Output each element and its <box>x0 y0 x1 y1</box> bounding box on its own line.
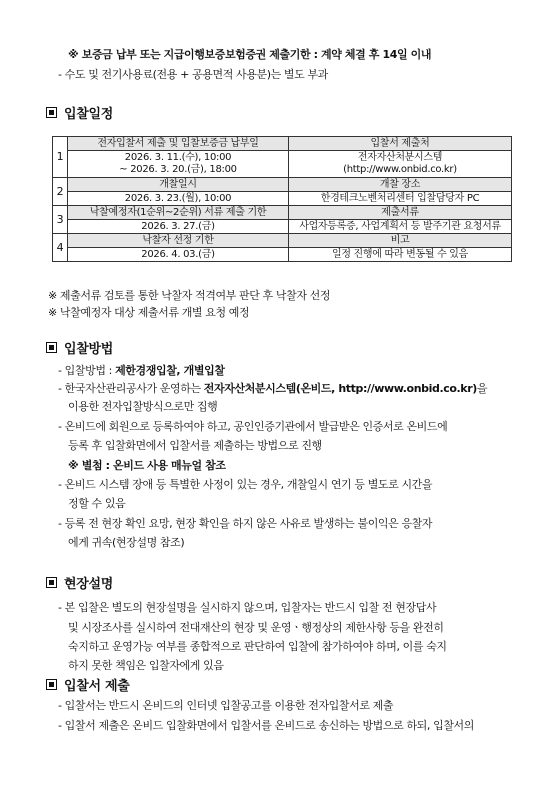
row-number: 4 <box>53 234 68 262</box>
square-bullet-icon <box>46 107 57 118</box>
table-cell: 한경테크노벤처리센터 입찰담당자 PC <box>289 192 512 206</box>
cell-text: (http://www.onbid.co.kr) <box>343 164 457 175</box>
table-row <box>53 248 512 262</box>
method-line: - 온비드 시스템 장애 등 특별한 사정이 있는 경우, 개찰일시 연기 등 별도로 시간을 <box>58 478 433 491</box>
table-cell <box>289 151 512 178</box>
table-cell: 2026. 3. 27.(금) <box>68 220 289 234</box>
table-header-cell: 낙찰예정자(1순위~2순위) 서류 제출 기한 <box>68 206 289 220</box>
table-header-cell: 개찰일시 <box>68 178 289 192</box>
site-line: 하지 못한 책임은 입찰자에게 있음 <box>68 659 224 672</box>
section-title-site <box>46 577 113 593</box>
table-header-cell: 낙찰자 선정 기한 <box>68 234 289 248</box>
method-line: 에게 귀속(현장설명 참조) <box>68 536 185 549</box>
table-header-cell: 제출서류 <box>289 206 512 220</box>
section-title-text: 입찰서 제출 <box>64 679 130 694</box>
table-header-cell: 개찰 장소 <box>289 178 512 192</box>
table-header-cell: 비고 <box>289 234 512 248</box>
square-bullet-icon <box>46 342 57 353</box>
method-line: 정할 수 있음 <box>68 497 126 510</box>
method-line: ※ 별첨 : 온비드 사용 매뉴얼 참조 <box>68 459 226 472</box>
row-number: 2 <box>53 178 68 206</box>
cell-text: ~ 2026. 3. 20.(금), 18:00 <box>119 164 237 175</box>
schedule-table <box>52 136 512 262</box>
cell-text: 전자자산처분시스템 <box>357 152 443 163</box>
table-row <box>53 192 512 206</box>
method-line: - 온비드에 회원으로 등록하여야 하고, 공인인증기관에서 발급받은 인증서로 온비드에 <box>58 420 448 433</box>
table-row <box>53 220 512 234</box>
table-header-cell: 전자입찰서 제출 및 입찰보증금 납부일 <box>68 137 289 151</box>
table-cell: 2026. 4. 03.(금) <box>68 248 289 262</box>
cell-text: 2026. 3. 11.(수), 10:00 <box>124 152 232 163</box>
square-bullet-icon <box>46 679 57 690</box>
site-line: - 본 입찰은 별도의 현장설명을 실시하지 않으며, 입찰자는 반드시 입찰 전 현장답사 <box>58 601 437 614</box>
table-row <box>53 151 512 178</box>
submit-line: - 입찰서는 반드시 온비드의 인터넷 입찰공고를 이용한 전자입찰서로 제출 <box>58 699 394 712</box>
schedule-note: ※ 낙찰예정자 대상 제출서류 개별 요청 예정 <box>48 306 250 319</box>
site-line: 숙지하고 운영가능 여부를 종합적으로 판단하여 입찰에 참가하여야 하며, 이를 숙지 <box>68 640 447 653</box>
table-row <box>53 206 512 220</box>
table-row <box>53 234 512 248</box>
section-title-text: 입찰일정 <box>64 107 114 122</box>
site-line: 및 시장조사를 실시하여 전대재산의 현장 및 운영ㆍ행정상의 제한사항 등을 완전히 <box>68 621 444 634</box>
method-line: - 입찰방법 : 제한경쟁입찰, 개별입찰 <box>58 364 225 377</box>
table-row <box>53 178 512 192</box>
section-title-submit <box>46 679 130 695</box>
section-title-method <box>46 342 113 358</box>
table-header-cell: 입찰서 제출처 <box>289 137 512 151</box>
section-title-schedule <box>46 107 113 123</box>
method-line: 이용한 전자입찰방식으로만 집행 <box>68 400 218 413</box>
submit-line: - 입찰서 제출은 온비드 입찰화면에서 입찰서를 온비드로 송신하는 방법으로 하되, 입찰서의 <box>58 719 474 732</box>
table-row <box>53 137 512 151</box>
section-title-text: 현장설명 <box>64 577 114 592</box>
table-cell: 2026. 3. 23.(월), 10:00 <box>68 192 289 206</box>
schedule-note: ※ 제출서류 검토를 통한 낙찰자 적격여부 판단 후 낙찰자 선정 <box>48 289 331 302</box>
table-cell: 사업자등록증, 사업계획서 등 발주기관 요청서류 <box>289 220 512 234</box>
section-title-text: 입찰방법 <box>64 342 114 357</box>
deadline-note: ※ 보증금 납부 또는 지급이행보증보험증권 제출기한 : 계약 체결 후 14일 이내 <box>68 48 432 61</box>
row-number: 3 <box>53 206 68 234</box>
square-bullet-icon <box>46 577 57 588</box>
method-line: 등록 후 입찰화면에서 입찰서를 제출하는 방법으로 진행 <box>68 439 322 452</box>
method-line: - 한국자산관리공사가 운영하는 전자자산처분시스템(온비드, http://www.onbid.co.kr)을 <box>58 382 488 395</box>
method-line: - 등록 전 현장 확인 요망, 현장 확인을 하지 않은 사유로 발생하는 불이익은 응찰자 <box>58 517 433 530</box>
table-cell <box>68 151 289 178</box>
row-number: 1 <box>53 137 68 178</box>
utility-note: - 수도 및 전기사용료(전용 + 공용면적 사용분)는 별도 부과 <box>58 68 328 81</box>
table-cell: 일정 진행에 따라 변동될 수 있음 <box>289 248 512 262</box>
